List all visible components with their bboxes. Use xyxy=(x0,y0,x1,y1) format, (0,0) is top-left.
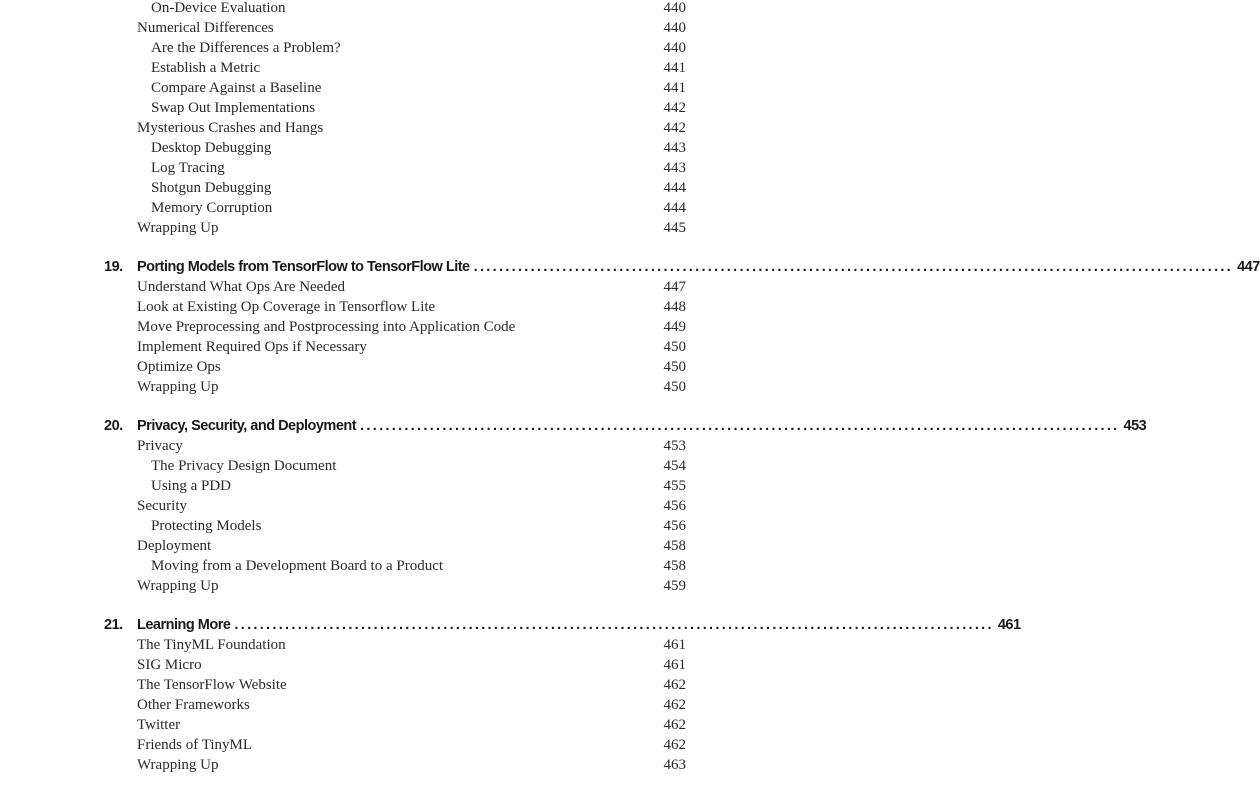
entry-title: Desktop Debugging xyxy=(151,140,272,156)
chapter-heading[interactable] xyxy=(0,416,1147,436)
chapter-section xyxy=(0,257,1260,397)
entry-page-number: 461 xyxy=(663,657,686,673)
toc-subsection-entry[interactable] xyxy=(0,178,800,198)
entry-page-number: 463 xyxy=(663,757,686,773)
entry-page-number: 462 xyxy=(663,677,686,693)
toc-section-entry[interactable] xyxy=(0,675,800,695)
entry-page-number: 444 xyxy=(663,200,686,216)
entry-page-number: 443 xyxy=(663,140,686,156)
entry-title: Other Frameworks xyxy=(137,697,250,713)
entry-title: Swap Out Implementations xyxy=(151,100,316,116)
entry-title: Numerical Differences xyxy=(137,20,274,36)
toc-section-entry[interactable] xyxy=(0,277,800,297)
toc-section-entry[interactable] xyxy=(0,655,800,675)
entry-title: Privacy xyxy=(137,438,183,454)
entry-title: Are the Differences a Problem? xyxy=(151,40,341,56)
entry-title: Friends of TinyML xyxy=(137,737,253,753)
toc-subsection-entry[interactable] xyxy=(0,38,800,58)
entry-title: On-Device Evaluation xyxy=(151,0,286,16)
entry-page-number: 440 xyxy=(663,20,686,36)
toc-subsection-entry[interactable] xyxy=(0,476,800,496)
entry-title: Compare Against a Baseline xyxy=(151,80,322,96)
entry-page-number: 449 xyxy=(663,319,686,335)
chapter-title-line xyxy=(137,416,1147,436)
entry-page-number: 444 xyxy=(663,180,686,196)
entry-title: The Privacy Design Document xyxy=(151,458,337,474)
toc-section-entry[interactable] xyxy=(0,695,800,715)
toc-section-entry[interactable] xyxy=(0,436,800,456)
toc-section-entry[interactable] xyxy=(0,576,800,596)
entry-title: Move Preprocessing and Postprocessing into Application Code xyxy=(137,319,516,335)
entry-title: Wrapping Up xyxy=(137,379,219,395)
toc-section-entry[interactable] xyxy=(0,218,800,238)
toc-section-entry[interactable] xyxy=(0,337,800,357)
entry-title: Implement Required Ops if Necessary xyxy=(137,339,367,355)
chapter-number: 21. xyxy=(104,617,123,633)
entry-page-number: 447 xyxy=(663,279,686,295)
chapter-heading[interactable] xyxy=(0,615,1021,635)
entry-title: Log Tracing xyxy=(151,160,225,176)
toc-subsection-entry[interactable] xyxy=(0,516,800,536)
entry-title: Using a PDD xyxy=(151,478,232,494)
toc-subsection-entry[interactable] xyxy=(0,198,800,218)
chapter-section xyxy=(0,416,1147,596)
entry-title: Optimize Ops xyxy=(137,359,221,375)
entry-title: Establish a Metric xyxy=(151,60,261,76)
entry-page-number: 455 xyxy=(663,478,686,494)
toc-section-entry[interactable] xyxy=(0,118,800,138)
entry-title: The TinyML Foundation xyxy=(137,637,286,653)
entry-page-number: 458 xyxy=(663,558,686,574)
entry-page-number: 445 xyxy=(663,220,686,236)
toc-subsection-entry[interactable] xyxy=(0,78,800,98)
toc-section-entry[interactable] xyxy=(0,496,800,516)
entry-title: Deployment xyxy=(137,538,212,554)
entry-page-number: 441 xyxy=(663,80,686,96)
chapter-18-continuation xyxy=(0,0,800,238)
entry-title: The TensorFlow Website xyxy=(137,677,287,693)
entry-page-number: 456 xyxy=(663,518,686,534)
entry-page-number: 456 xyxy=(663,498,686,514)
entry-title: Wrapping Up xyxy=(137,578,219,594)
entry-page-number: 458 xyxy=(663,538,686,554)
entry-page-number: 440 xyxy=(663,0,686,16)
dot-leader: ........................................................................................................................ xyxy=(234,617,994,633)
entry-page-number: 454 xyxy=(663,458,686,474)
chapter-title-line xyxy=(137,615,1021,635)
entry-page-number: 462 xyxy=(663,737,686,753)
entry-title: Mysterious Crashes and Hangs xyxy=(137,120,324,136)
chapter-section xyxy=(0,615,1021,775)
entry-title: Moving from a Development Board to a Product xyxy=(151,558,444,574)
chapter-title: Porting Models from TensorFlow to TensorFlow Lite xyxy=(137,259,470,275)
entry-page-number: 453 xyxy=(663,438,686,454)
toc-section-entry[interactable] xyxy=(0,735,800,755)
chapter-title-line xyxy=(137,257,1260,277)
entry-page-number: 442 xyxy=(663,100,686,116)
chapter-number: 20. xyxy=(104,418,123,434)
toc-section-entry[interactable] xyxy=(0,297,800,317)
entry-page-number: 448 xyxy=(663,299,686,315)
toc-section-entry[interactable] xyxy=(0,377,800,397)
entry-title: Shotgun Debugging xyxy=(151,180,272,196)
toc-subsection-entry[interactable] xyxy=(0,98,800,118)
chapter-heading[interactable] xyxy=(0,257,1260,277)
toc-section-entry[interactable] xyxy=(0,18,800,38)
toc-section-entry[interactable] xyxy=(0,755,800,775)
chapters-list xyxy=(0,257,1260,775)
entry-page-number: 441 xyxy=(663,60,686,76)
entry-page-number: 459 xyxy=(663,578,686,594)
entry-page-number: 450 xyxy=(663,339,686,355)
toc-subsection-entry[interactable] xyxy=(0,58,800,78)
toc-subsection-entry[interactable] xyxy=(0,138,800,158)
toc-subsection-entry[interactable] xyxy=(0,158,800,178)
toc-subsection-entry[interactable] xyxy=(0,456,800,476)
entry-title: Twitter xyxy=(137,717,181,733)
entry-title: Protecting Models xyxy=(151,518,262,534)
dot-leader: ........................................................................................................................ xyxy=(360,418,1120,434)
chapter-page-number: 447 xyxy=(1237,259,1260,275)
entry-page-number: 443 xyxy=(663,160,686,176)
entry-title: Wrapping Up xyxy=(137,220,219,236)
entry-page-number: 440 xyxy=(663,40,686,56)
chapter-title: Learning More xyxy=(137,617,231,633)
dot-leader: ........................................................................................................................ xyxy=(473,259,1234,275)
entry-title: Look at Existing Op Coverage in Tensorflow Lite xyxy=(137,299,436,315)
chapter-page-number: 453 xyxy=(1123,418,1147,434)
toc-section-entry[interactable] xyxy=(0,635,800,655)
entry-title: SIG Micro xyxy=(137,657,202,673)
entry-page-number: 461 xyxy=(663,637,686,653)
entry-page-number: 450 xyxy=(663,359,686,375)
entry-page-number: 462 xyxy=(663,697,686,713)
entry-page-number: 442 xyxy=(663,120,686,136)
entry-title: Wrapping Up xyxy=(137,757,219,773)
entry-title: Security xyxy=(137,498,187,514)
toc-section-entry[interactable] xyxy=(0,715,800,735)
toc-subsection-entry[interactable] xyxy=(0,0,800,18)
chapter-number: 19. xyxy=(104,259,123,275)
entry-page-number: 450 xyxy=(663,379,686,395)
entry-title: Memory Corruption xyxy=(151,200,273,216)
entry-title: Understand What Ops Are Needed xyxy=(137,279,345,295)
entry-page-number: 462 xyxy=(663,717,686,733)
toc-subsection-entry[interactable] xyxy=(0,556,800,576)
toc-section-entry[interactable] xyxy=(0,317,800,337)
chapter-title: Privacy, Security, and Deployment xyxy=(137,418,357,434)
toc-section-entry[interactable] xyxy=(0,536,800,556)
toc-section-entry[interactable] xyxy=(0,357,800,377)
chapter-page-number: 461 xyxy=(997,617,1021,633)
